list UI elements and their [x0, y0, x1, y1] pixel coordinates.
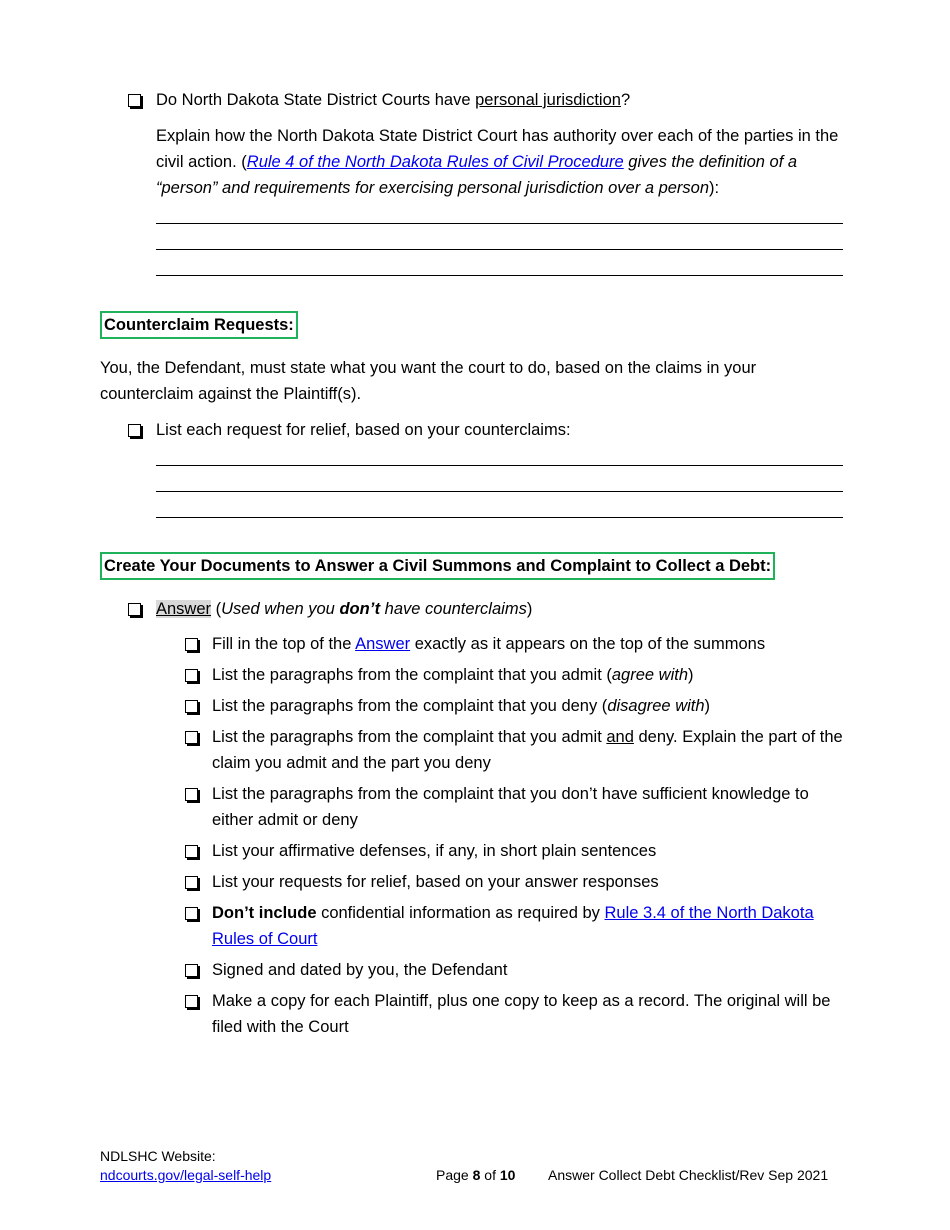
sub-4-and: and [606, 728, 634, 746]
footer-site [100, 1165, 271, 1185]
sub-2-post: ) [688, 666, 694, 684]
sub-item-1 [212, 631, 852, 657]
sub-4-text: List the paragraphs from the complaint that you admit [212, 728, 607, 746]
page-of: of [480, 1167, 500, 1183]
checkbox-sub-8[interactable] [185, 907, 198, 920]
sub-item-6: List your affirmative defenses, if any, in short plain sentences [212, 842, 657, 860]
answer-italic-text: Used when you [221, 600, 340, 618]
answer-form-link[interactable]: Answer [355, 635, 411, 653]
sub-1-text: Fill in the top of the [212, 635, 356, 653]
jurisdiction-question-text: Do North Dakota State District Courts have [156, 91, 476, 109]
rule-3-4-link[interactable]: Rule 3.4 of the North Dakota Rules of Court [212, 904, 814, 948]
sub-2-text: List the paragraphs from the complaint that you admit ( [212, 666, 612, 684]
checkbox-sub-5[interactable] [185, 788, 198, 801]
checkbox-sub-7[interactable] [185, 876, 198, 889]
checkbox-sub-2[interactable] [185, 669, 198, 682]
checkbox-counterclaim-requests[interactable] [128, 424, 141, 437]
checkbox-answer[interactable] [128, 603, 141, 616]
sub-2-italic: agree with [611, 666, 689, 684]
answer-label: Answer [156, 600, 212, 618]
sub-item-8 [212, 900, 852, 952]
answer-line [156, 223, 843, 224]
checkbox-sub-9[interactable] [185, 964, 198, 977]
answer-italic-text-2: have counterclaims [380, 600, 527, 618]
answer-line [156, 517, 843, 518]
create-documents-heading: Create Your Documents to Answer a Civil Summons and Complaint to Collect a Debt: [100, 552, 775, 580]
sub-item-10: Make a copy for each Plaintiff, plus one copy to keep as a record. The original will be filed with the Court [212, 992, 831, 1036]
answer-bold-text: don’t [339, 600, 381, 618]
explain-italic-text: gives the definition of a “person” and requirements for exercising personal jurisdiction over a person [156, 153, 798, 197]
sub-item-9: Signed and dated by you, the Defendant [212, 961, 508, 979]
counterclaim-intro: You, the Defendant, must state what you want the court to do, based on the claims in your counterclaim against the Plaintiff(s). [100, 359, 757, 403]
sub-3-italic: disagree with [607, 697, 705, 715]
checkbox-personal-jurisdiction[interactable] [128, 94, 141, 107]
rule-4-link[interactable]: Rule 4 of the North Dakota Rules of Civil Procedure [246, 153, 624, 171]
counterclaim-heading: Counterclaim Requests: [100, 311, 298, 339]
sub-3-post: ) [704, 697, 711, 715]
checkbox-sub-3[interactable] [185, 700, 198, 713]
sub-1-text-post: exactly as it appears on the top of the summons [410, 635, 766, 653]
checkbox-sub-4[interactable] [185, 731, 198, 744]
page-total: 10 [499, 1167, 516, 1183]
jurisdiction-question [156, 87, 856, 113]
question-mark: ? [620, 91, 631, 109]
page-word: Page [436, 1167, 473, 1183]
sub-8-text: confidential information as required by [316, 904, 605, 922]
counterclaim-item: List each request for relief, based on your counterclaims: [156, 421, 571, 439]
footer-site-label: NDLSHC Website: [100, 1148, 216, 1164]
paren-open: ( [211, 600, 222, 618]
footer-site-link[interactable]: ndcourts.gov/legal-self-help [100, 1167, 272, 1183]
sub-item-7: List your requests for relief, based on your answer responses [212, 873, 659, 891]
answer-line [156, 275, 843, 276]
checkbox-sub-6[interactable] [185, 845, 198, 858]
footer-doc-title: Answer Collect Debt Checklist/Rev Sep 2021 [548, 1167, 829, 1183]
answer-line [156, 491, 843, 492]
sub-item-4 [212, 724, 852, 776]
sub-item-3 [212, 693, 852, 719]
sub-3-text: List the paragraphs from the complaint that you deny ( [212, 697, 608, 715]
paren-close: ) [526, 600, 533, 618]
sub-4-post: deny. Explain the part of the claim you admit and the part you deny [212, 728, 843, 772]
checkbox-sub-10[interactable] [185, 995, 198, 1008]
answer-line [156, 465, 843, 466]
checkbox-sub-1[interactable] [185, 638, 198, 651]
footer-page-number [436, 1165, 515, 1185]
explain-post-text: ): [709, 179, 720, 197]
sub-item-5: List the paragraphs from the complaint that you don’t have sufficient knowledge to either admit or deny [212, 785, 809, 829]
explain-text: Explain how the North Dakota State District Court has authority over each of the parties in the civil action. ( [156, 127, 839, 171]
sub-8-bold: Don’t include [212, 904, 317, 922]
sub-item-2 [212, 662, 852, 688]
answer-line [156, 249, 843, 250]
page-num: 8 [472, 1167, 481, 1183]
personal-jurisdiction-term: personal jurisdiction [475, 91, 621, 109]
jurisdiction-explain [156, 123, 856, 201]
answer-item [156, 596, 846, 622]
